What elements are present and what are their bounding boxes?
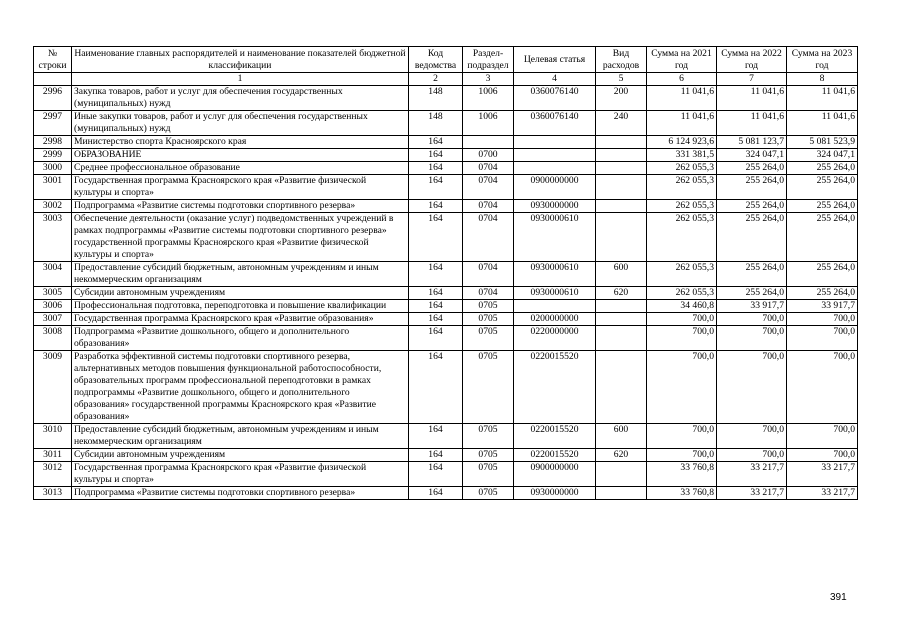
sum-2021: 262 055,3	[647, 175, 717, 200]
row-name: Субсидии автономным учреждениям	[72, 287, 409, 300]
row-number: 2997	[34, 111, 72, 136]
dept-code: 164	[409, 149, 463, 162]
sum-2022: 33 217,7	[717, 487, 787, 500]
sum-2023: 700,0	[787, 351, 858, 424]
sum-2021: 700,0	[647, 424, 717, 449]
target-article: 0900000000	[514, 175, 596, 200]
header-dept: Код ведомства	[409, 47, 463, 73]
sum-2023: 255 264,0	[787, 175, 858, 200]
section-code: 0705	[463, 424, 514, 449]
expense-type	[596, 200, 647, 213]
row-name: Подпрограмма «Развитие системы подготовки спортивного резерва»	[72, 487, 409, 500]
dept-code: 148	[409, 86, 463, 111]
sum-2021: 33 760,8	[647, 487, 717, 500]
sum-2021: 700,0	[647, 351, 717, 424]
target-article: 0930000000	[514, 200, 596, 213]
sum-2021: 262 055,3	[647, 200, 717, 213]
column-index: 1	[72, 73, 409, 86]
row-number: 3009	[34, 351, 72, 424]
sum-2023: 324 047,1	[787, 149, 858, 162]
expense-type	[596, 326, 647, 351]
sum-2022: 324 047,1	[717, 149, 787, 162]
expense-type	[596, 487, 647, 500]
column-index: 2	[409, 73, 463, 86]
expense-type: 620	[596, 287, 647, 300]
section-code: 0704	[463, 162, 514, 175]
column-index: 3	[463, 73, 514, 86]
expense-type: 600	[596, 424, 647, 449]
expense-type: 240	[596, 111, 647, 136]
sum-2022: 5 081 123,7	[717, 136, 787, 149]
section-code	[463, 136, 514, 149]
sum-2023: 33 217,7	[787, 487, 858, 500]
sum-2023: 33 917,7	[787, 300, 858, 313]
sum-2022: 255 264,0	[717, 262, 787, 287]
row-number: 3002	[34, 200, 72, 213]
section-code: 0704	[463, 262, 514, 287]
section-code: 0704	[463, 287, 514, 300]
section-code: 0705	[463, 487, 514, 500]
target-article: 0200000000	[514, 313, 596, 326]
column-index: 6	[647, 73, 717, 86]
section-code: 0705	[463, 300, 514, 313]
dept-code: 164	[409, 313, 463, 326]
section-code: 1006	[463, 86, 514, 111]
expense-type: 620	[596, 449, 647, 462]
sum-2022: 33 217,7	[717, 462, 787, 487]
header-sum-2021: Сумма на 2021 год	[647, 47, 717, 73]
sum-2021: 11 041,6	[647, 111, 717, 136]
column-index: 5	[596, 73, 647, 86]
expense-type	[596, 213, 647, 262]
section-code: 1006	[463, 111, 514, 136]
sum-2023: 255 264,0	[787, 262, 858, 287]
row-number: 3000	[34, 162, 72, 175]
section-code: 0705	[463, 462, 514, 487]
sum-2021: 700,0	[647, 313, 717, 326]
column-index-empty	[34, 73, 72, 86]
header-sum-2022: Сумма на 2022 год	[717, 47, 787, 73]
sum-2022: 11 041,6	[717, 86, 787, 111]
expense-type	[596, 175, 647, 200]
header-row	[34, 47, 858, 73]
dept-code: 164	[409, 351, 463, 424]
table-row	[34, 424, 858, 449]
sum-2022: 33 917,7	[717, 300, 787, 313]
sum-2022: 255 264,0	[717, 175, 787, 200]
sum-2022: 255 264,0	[717, 200, 787, 213]
header-target: Целевая статья	[514, 47, 596, 73]
row-number: 3005	[34, 287, 72, 300]
table-row	[34, 313, 858, 326]
row-name: Подпрограмма «Развитие дошкольного, общего и дополнительного образования»	[72, 326, 409, 351]
row-name: Профессиональная подготовка, переподготовка и повышение квалификации	[72, 300, 409, 313]
table-row	[34, 86, 858, 111]
section-code: 0704	[463, 175, 514, 200]
sum-2021: 34 460,8	[647, 300, 717, 313]
header-name: Наименование главных распорядителей и наименование показателей бюджетной классификации	[72, 47, 409, 73]
sum-2021: 700,0	[647, 326, 717, 351]
row-name: Предоставление субсидий бюджетным, автономным учреждениям и иным некоммерческим организациям	[72, 424, 409, 449]
target-article: 0900000000	[514, 462, 596, 487]
sum-2021: 11 041,6	[647, 86, 717, 111]
section-code: 0704	[463, 213, 514, 262]
row-name: ОБРАЗОВАНИЕ	[72, 149, 409, 162]
target-article	[514, 136, 596, 149]
sum-2022: 255 264,0	[717, 287, 787, 300]
table-row	[34, 449, 858, 462]
target-article: 0220015520	[514, 449, 596, 462]
sum-2021: 6 124 923,6	[647, 136, 717, 149]
header-expense-type: Вид расходов	[596, 47, 647, 73]
table-body	[34, 86, 858, 500]
row-name: Государственная программа Красноярского края «Развитие образования»	[72, 313, 409, 326]
row-number: 2996	[34, 86, 72, 111]
row-number: 2999	[34, 149, 72, 162]
row-number: 3007	[34, 313, 72, 326]
table-row	[34, 462, 858, 487]
table-row	[34, 200, 858, 213]
row-number: 3012	[34, 462, 72, 487]
sum-2022: 700,0	[717, 449, 787, 462]
table-row	[34, 487, 858, 500]
row-name: Обеспечение деятельности (оказание услуг) подведомственных учреждений в рамках подпрограммы «Развитие системы подготовки спортивного резерва» государственной программы Красноярского края «Развитие физической культуры и спорта»	[72, 213, 409, 262]
expense-type: 200	[596, 86, 647, 111]
table-row	[34, 162, 858, 175]
row-name: Подпрограмма «Развитие системы подготовки спортивного резерва»	[72, 200, 409, 213]
sum-2022: 255 264,0	[717, 213, 787, 262]
row-number: 3013	[34, 487, 72, 500]
sum-2021: 262 055,3	[647, 213, 717, 262]
header-sum-2023: Сумма на 2023 год	[787, 47, 858, 73]
target-article: 0220000000	[514, 326, 596, 351]
table-row	[34, 262, 858, 287]
sum-2023: 255 264,0	[787, 200, 858, 213]
dept-code: 164	[409, 462, 463, 487]
page-number: 391	[830, 592, 847, 603]
section-code: 0705	[463, 449, 514, 462]
section-code: 0705	[463, 326, 514, 351]
header-section: Раздел-подраздел	[463, 47, 514, 73]
sum-2021: 262 055,3	[647, 162, 717, 175]
column-index: 7	[717, 73, 787, 86]
expense-type	[596, 149, 647, 162]
target-article: 0930000610	[514, 262, 596, 287]
sum-2023: 11 041,6	[787, 86, 858, 111]
dept-code: 164	[409, 213, 463, 262]
sum-2021: 700,0	[647, 449, 717, 462]
table-row	[34, 175, 858, 200]
table-row	[34, 287, 858, 300]
sum-2022: 255 264,0	[717, 162, 787, 175]
sum-2023: 255 264,0	[787, 162, 858, 175]
row-number: 3004	[34, 262, 72, 287]
sum-2022: 700,0	[717, 424, 787, 449]
target-article: 0360076140	[514, 86, 596, 111]
expense-type	[596, 462, 647, 487]
row-name: Закупка товаров, работ и услуг для обеспечения государственных (муниципальных) нужд	[72, 86, 409, 111]
dept-code: 164	[409, 162, 463, 175]
sum-2021: 262 055,3	[647, 262, 717, 287]
dept-code: 164	[409, 136, 463, 149]
row-number: 2998	[34, 136, 72, 149]
dept-code: 164	[409, 262, 463, 287]
sum-2021: 262 055,3	[647, 287, 717, 300]
expense-type	[596, 136, 647, 149]
row-number: 3001	[34, 175, 72, 200]
sum-2022: 700,0	[717, 326, 787, 351]
table-row	[34, 111, 858, 136]
sum-2023: 255 264,0	[787, 287, 858, 300]
column-index-row	[34, 73, 858, 86]
sum-2022: 11 041,6	[717, 111, 787, 136]
sum-2021: 331 381,5	[647, 149, 717, 162]
sum-2023: 5 081 523,9	[787, 136, 858, 149]
dept-code: 164	[409, 326, 463, 351]
section-code: 0705	[463, 313, 514, 326]
sum-2022: 700,0	[717, 351, 787, 424]
dept-code: 164	[409, 424, 463, 449]
row-name: Субсидии автономным учреждениям	[72, 449, 409, 462]
sum-2023: 11 041,6	[787, 111, 858, 136]
dept-code: 164	[409, 449, 463, 462]
table-row	[34, 326, 858, 351]
row-number: 3010	[34, 424, 72, 449]
target-article: 0220015520	[514, 351, 596, 424]
table-row	[34, 136, 858, 149]
target-article: 0220015520	[514, 424, 596, 449]
dept-code: 164	[409, 487, 463, 500]
sum-2023: 33 217,7	[787, 462, 858, 487]
sum-2023: 700,0	[787, 449, 858, 462]
row-number: 3006	[34, 300, 72, 313]
target-article	[514, 300, 596, 313]
section-code: 0704	[463, 200, 514, 213]
row-number: 3003	[34, 213, 72, 262]
row-number: 3011	[34, 449, 72, 462]
sum-2021: 33 760,8	[647, 462, 717, 487]
dept-code: 164	[409, 300, 463, 313]
header-row-no: № строки	[34, 47, 72, 73]
sum-2022: 700,0	[717, 313, 787, 326]
expense-type: 600	[596, 262, 647, 287]
sum-2023: 700,0	[787, 326, 858, 351]
sum-2023: 700,0	[787, 313, 858, 326]
column-index: 4	[514, 73, 596, 86]
row-name: Иные закупки товаров, работ и услуг для обеспечения государственных (муниципальных) нужд	[72, 111, 409, 136]
table-row	[34, 351, 858, 424]
target-article: 0930000610	[514, 287, 596, 300]
target-article: 0930000610	[514, 213, 596, 262]
row-name: Среднее профессиональное образование	[72, 162, 409, 175]
row-name: Государственная программа Красноярского края «Развитие физической культуры и спорта»	[72, 175, 409, 200]
row-name: Министерство спорта Красноярского края	[72, 136, 409, 149]
row-name: Предоставление субсидий бюджетным, автономным учреждениям и иным некоммерческим организациям	[72, 262, 409, 287]
row-name: Государственная программа Красноярского края «Развитие физической культуры и спорта»	[72, 462, 409, 487]
target-article	[514, 149, 596, 162]
dept-code: 164	[409, 287, 463, 300]
table-row	[34, 213, 858, 262]
dept-code: 164	[409, 200, 463, 213]
sum-2023: 700,0	[787, 424, 858, 449]
row-name: Разработка эффективной системы подготовки спортивного резерва, альтернативных методов повышения функциональной работоспособности, образовательных программ профессиональной переподготовки в рамках подпрограммы «Развитие дошкольного, общего и дополнительного образования» государственной программы Красноярского края «Развитие образования»	[72, 351, 409, 424]
row-number: 3008	[34, 326, 72, 351]
expense-type	[596, 300, 647, 313]
target-article: 0360076140	[514, 111, 596, 136]
dept-code: 164	[409, 175, 463, 200]
table-row	[34, 149, 858, 162]
expense-type	[596, 313, 647, 326]
target-article	[514, 162, 596, 175]
sum-2023: 255 264,0	[787, 213, 858, 262]
dept-code: 148	[409, 111, 463, 136]
section-code: 0700	[463, 149, 514, 162]
column-index: 8	[787, 73, 858, 86]
section-code: 0705	[463, 351, 514, 424]
table-row	[34, 300, 858, 313]
expense-type	[596, 351, 647, 424]
budget-table	[33, 46, 858, 500]
target-article: 0930000000	[514, 487, 596, 500]
expense-type	[596, 162, 647, 175]
